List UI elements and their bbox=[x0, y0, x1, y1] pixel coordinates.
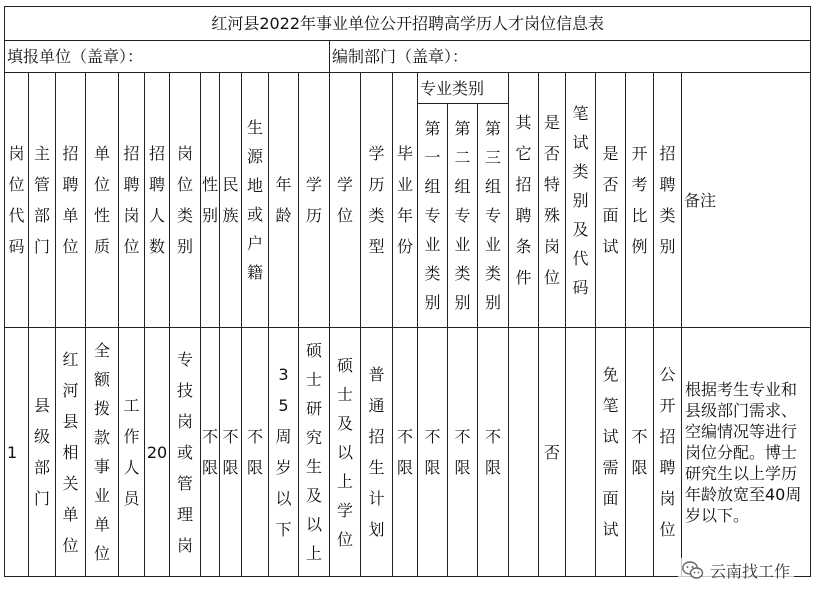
fill-unit-label: 填报单位（盖章）： bbox=[5, 41, 330, 73]
header-ratio: 开考比例 bbox=[631, 144, 648, 256]
watermark bbox=[678, 558, 794, 583]
header-degree: 学位 bbox=[336, 175, 353, 225]
header-cat2: 第二组专业类别 bbox=[454, 119, 471, 312]
table-title: 红河县2022年事业单位公开招聘高学历人才岗位信息表 bbox=[5, 7, 811, 41]
cell-education: 硕士研究生及以上 bbox=[305, 341, 322, 563]
cell-unit-nature: 全额拨款事业单位 bbox=[93, 341, 110, 563]
cell-other bbox=[509, 328, 539, 577]
cell-interview: 免笔试需面试 bbox=[602, 365, 619, 539]
info-table bbox=[4, 6, 811, 577]
header-category-group: 专业类别 bbox=[418, 73, 509, 104]
cell-cat3: 不限 bbox=[484, 427, 501, 477]
header-edu-type: 学历类型 bbox=[368, 144, 385, 256]
table-row bbox=[5, 328, 811, 577]
header-exam-code: 笔试类别及代码 bbox=[572, 103, 589, 297]
header-unit-nature: 单位性质 bbox=[93, 144, 110, 256]
wechat-icon bbox=[682, 561, 704, 580]
header-other: 其它招聘条件 bbox=[515, 113, 532, 287]
header-interview: 是否面试 bbox=[602, 144, 619, 256]
header-count: 招聘人数 bbox=[148, 144, 165, 256]
cell-recruit-type: 公开招聘岗位 bbox=[659, 365, 676, 539]
cell-degree: 硕士及以上学位 bbox=[336, 355, 353, 549]
cell-edu-type: 普通招生计划 bbox=[368, 365, 385, 539]
cell-ratio: 不限 bbox=[631, 427, 648, 477]
header-education: 学历 bbox=[305, 175, 322, 225]
header-post-code: 岗位代码 bbox=[8, 144, 25, 256]
cell-origin: 不限 bbox=[246, 427, 263, 477]
header-ethnic: 民族 bbox=[222, 175, 239, 225]
cell-post: 工作人员 bbox=[123, 396, 140, 508]
header-recruit-type: 招聘类别 bbox=[659, 144, 676, 256]
cell-special: 否 bbox=[539, 328, 566, 577]
cell-remark: 根据考生专业和县级部门需求、空编情况等进行岗位分配。博士研究生以上学历年龄放宽至40周岁以下。 bbox=[682, 328, 811, 577]
header-grad-year: 毕业年份 bbox=[396, 144, 413, 256]
cell-cat2: 不限 bbox=[454, 427, 471, 477]
header-cat1: 第一组专业类别 bbox=[424, 119, 441, 312]
cell-unit: 红河县相关单位 bbox=[62, 349, 79, 555]
header-remark: 备注 bbox=[682, 73, 811, 328]
header-origin: 生源地或户籍 bbox=[246, 118, 263, 282]
recruitment-info-table bbox=[4, 6, 810, 594]
cell-count: 20 bbox=[145, 328, 170, 577]
cell-gender: 不限 bbox=[201, 427, 218, 477]
header-age: 年龄 bbox=[275, 175, 292, 225]
cell-exam-code bbox=[566, 328, 596, 577]
cell-grad-year: 不限 bbox=[396, 427, 413, 477]
cell-post-type: 专技岗或管理岗 bbox=[176, 349, 193, 555]
header-dept: 主管部门 bbox=[33, 144, 50, 256]
header-gender: 性别 bbox=[201, 175, 218, 225]
cell-ethnic: 不限 bbox=[222, 427, 239, 477]
header-cat3: 第三组专业类别 bbox=[484, 119, 501, 312]
header-post-type: 岗位类别 bbox=[176, 144, 193, 256]
org-dept-label: 编制部门（盖章）： bbox=[330, 41, 811, 73]
cell-cat1: 不限 bbox=[424, 427, 441, 477]
cell-dept: 县级部门 bbox=[33, 396, 50, 508]
header-special: 是否特殊岗位 bbox=[543, 113, 560, 287]
header-unit: 招聘单位 bbox=[62, 144, 79, 256]
watermark-text: 云南找工作 bbox=[709, 562, 790, 581]
header-post: 招聘岗位 bbox=[123, 144, 140, 256]
cell-post-code: 1 bbox=[5, 328, 29, 577]
cell-age: 35周岁以下 bbox=[275, 365, 292, 539]
